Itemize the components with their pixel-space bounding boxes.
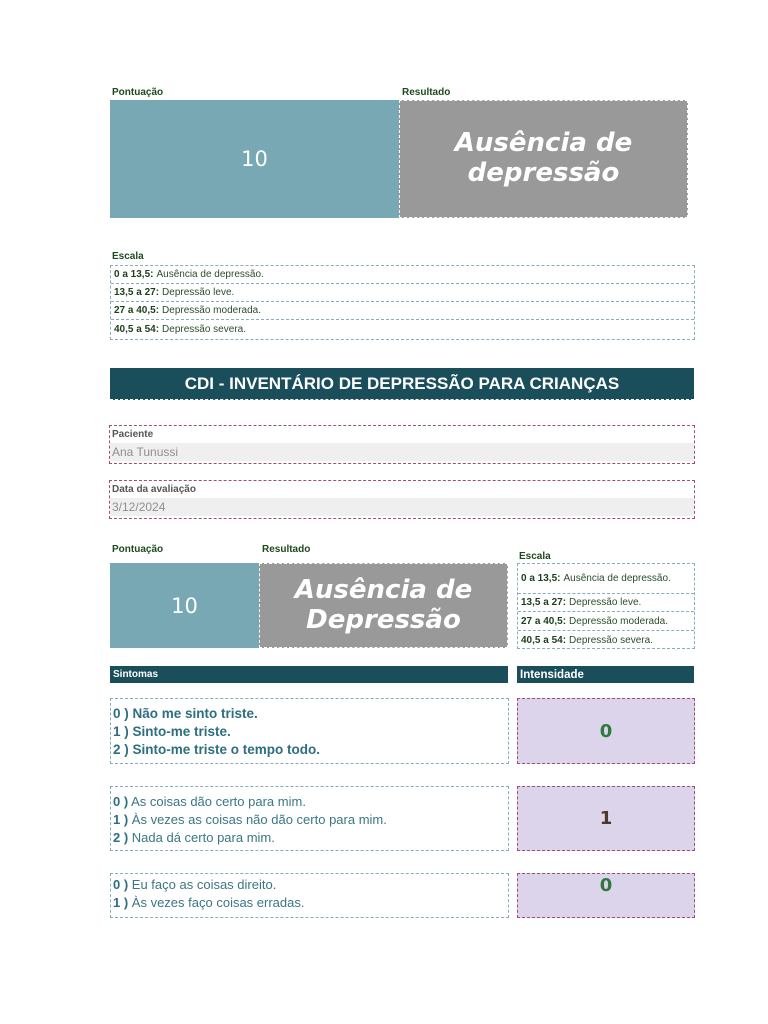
date-field — [109, 480, 695, 519]
option-line: 1 ) Às vezes as coisas não dão certo para mim. — [113, 812, 387, 827]
symptom-item-1 — [110, 698, 509, 764]
patient-field — [109, 425, 695, 464]
scale-row: 40,5 a 54: Depressão severa. — [521, 634, 653, 646]
score-value: 10 — [110, 563, 259, 648]
scale-label: Escala — [519, 551, 551, 562]
date-label: Data da avaliação — [112, 484, 196, 495]
option-line: 2 ) Nada dá certo para mim. — [113, 830, 275, 845]
page-title: CDI - INVENTÁRIO DE DEPRESSÃO PARA CRIANÇAS — [110, 368, 694, 400]
top-score-label: Pontuação — [112, 87, 164, 98]
scale-row: 0 a 13,5: Ausência de depressão. — [518, 564, 694, 594]
top-result-value: Ausência de depressão — [399, 100, 688, 218]
symptoms-header: Sintomas — [110, 666, 508, 683]
score-label: Pontuação — [112, 544, 164, 555]
option-line: 1 ) Às vezes faço coisas erradas. — [113, 895, 305, 910]
option-line: 0 ) Eu faço as coisas direito. — [113, 877, 277, 892]
scale-row: 0 a 13,5: Ausência de depressão. — [111, 266, 694, 284]
intensity-input-3[interactable]: 0 — [517, 873, 695, 918]
intensity-header: Intensidade — [517, 666, 694, 683]
symptom-item-2 — [110, 786, 509, 851]
result-value: Ausência de Depressão — [259, 563, 508, 648]
scale-row: 27 a 40,5: Depressão moderada. — [518, 612, 694, 631]
option-line: 0 ) As coisas dão certo para mim. — [113, 794, 306, 809]
result-label: Resultado — [262, 544, 311, 555]
top-scale-label: Escala — [112, 251, 144, 262]
top-scale-table — [110, 265, 695, 340]
intensity-input-2[interactable]: 1 — [517, 786, 695, 851]
patient-label: Paciente — [112, 429, 154, 440]
option-line: 2 ) Sinto-me triste o tempo todo. — [113, 742, 321, 757]
intensity-input-1[interactable]: 0 — [517, 698, 695, 764]
option-line: 1 ) Sinto-me triste. — [113, 724, 231, 739]
patient-input[interactable]: Ana Tunussi — [110, 443, 694, 461]
scale-row: 13,5 a 27: Depressão leve. — [518, 594, 694, 612]
option-line: 0 ) Não me sinto triste. — [113, 706, 258, 721]
scale-row: 27 a 40,5: Depressão moderada. — [111, 302, 694, 320]
date-input[interactable]: 3/12/2024 — [110, 498, 694, 516]
symptom-item-3 — [110, 873, 509, 918]
scale-table — [517, 563, 695, 649]
top-result-label: Resultado — [402, 87, 451, 98]
scale-row: 13,5 a 27: Depressão leve. — [111, 284, 694, 302]
scale-row: 40,5 a 54: Depressão severa. — [114, 323, 246, 335]
top-score-value: 10 — [110, 100, 399, 218]
